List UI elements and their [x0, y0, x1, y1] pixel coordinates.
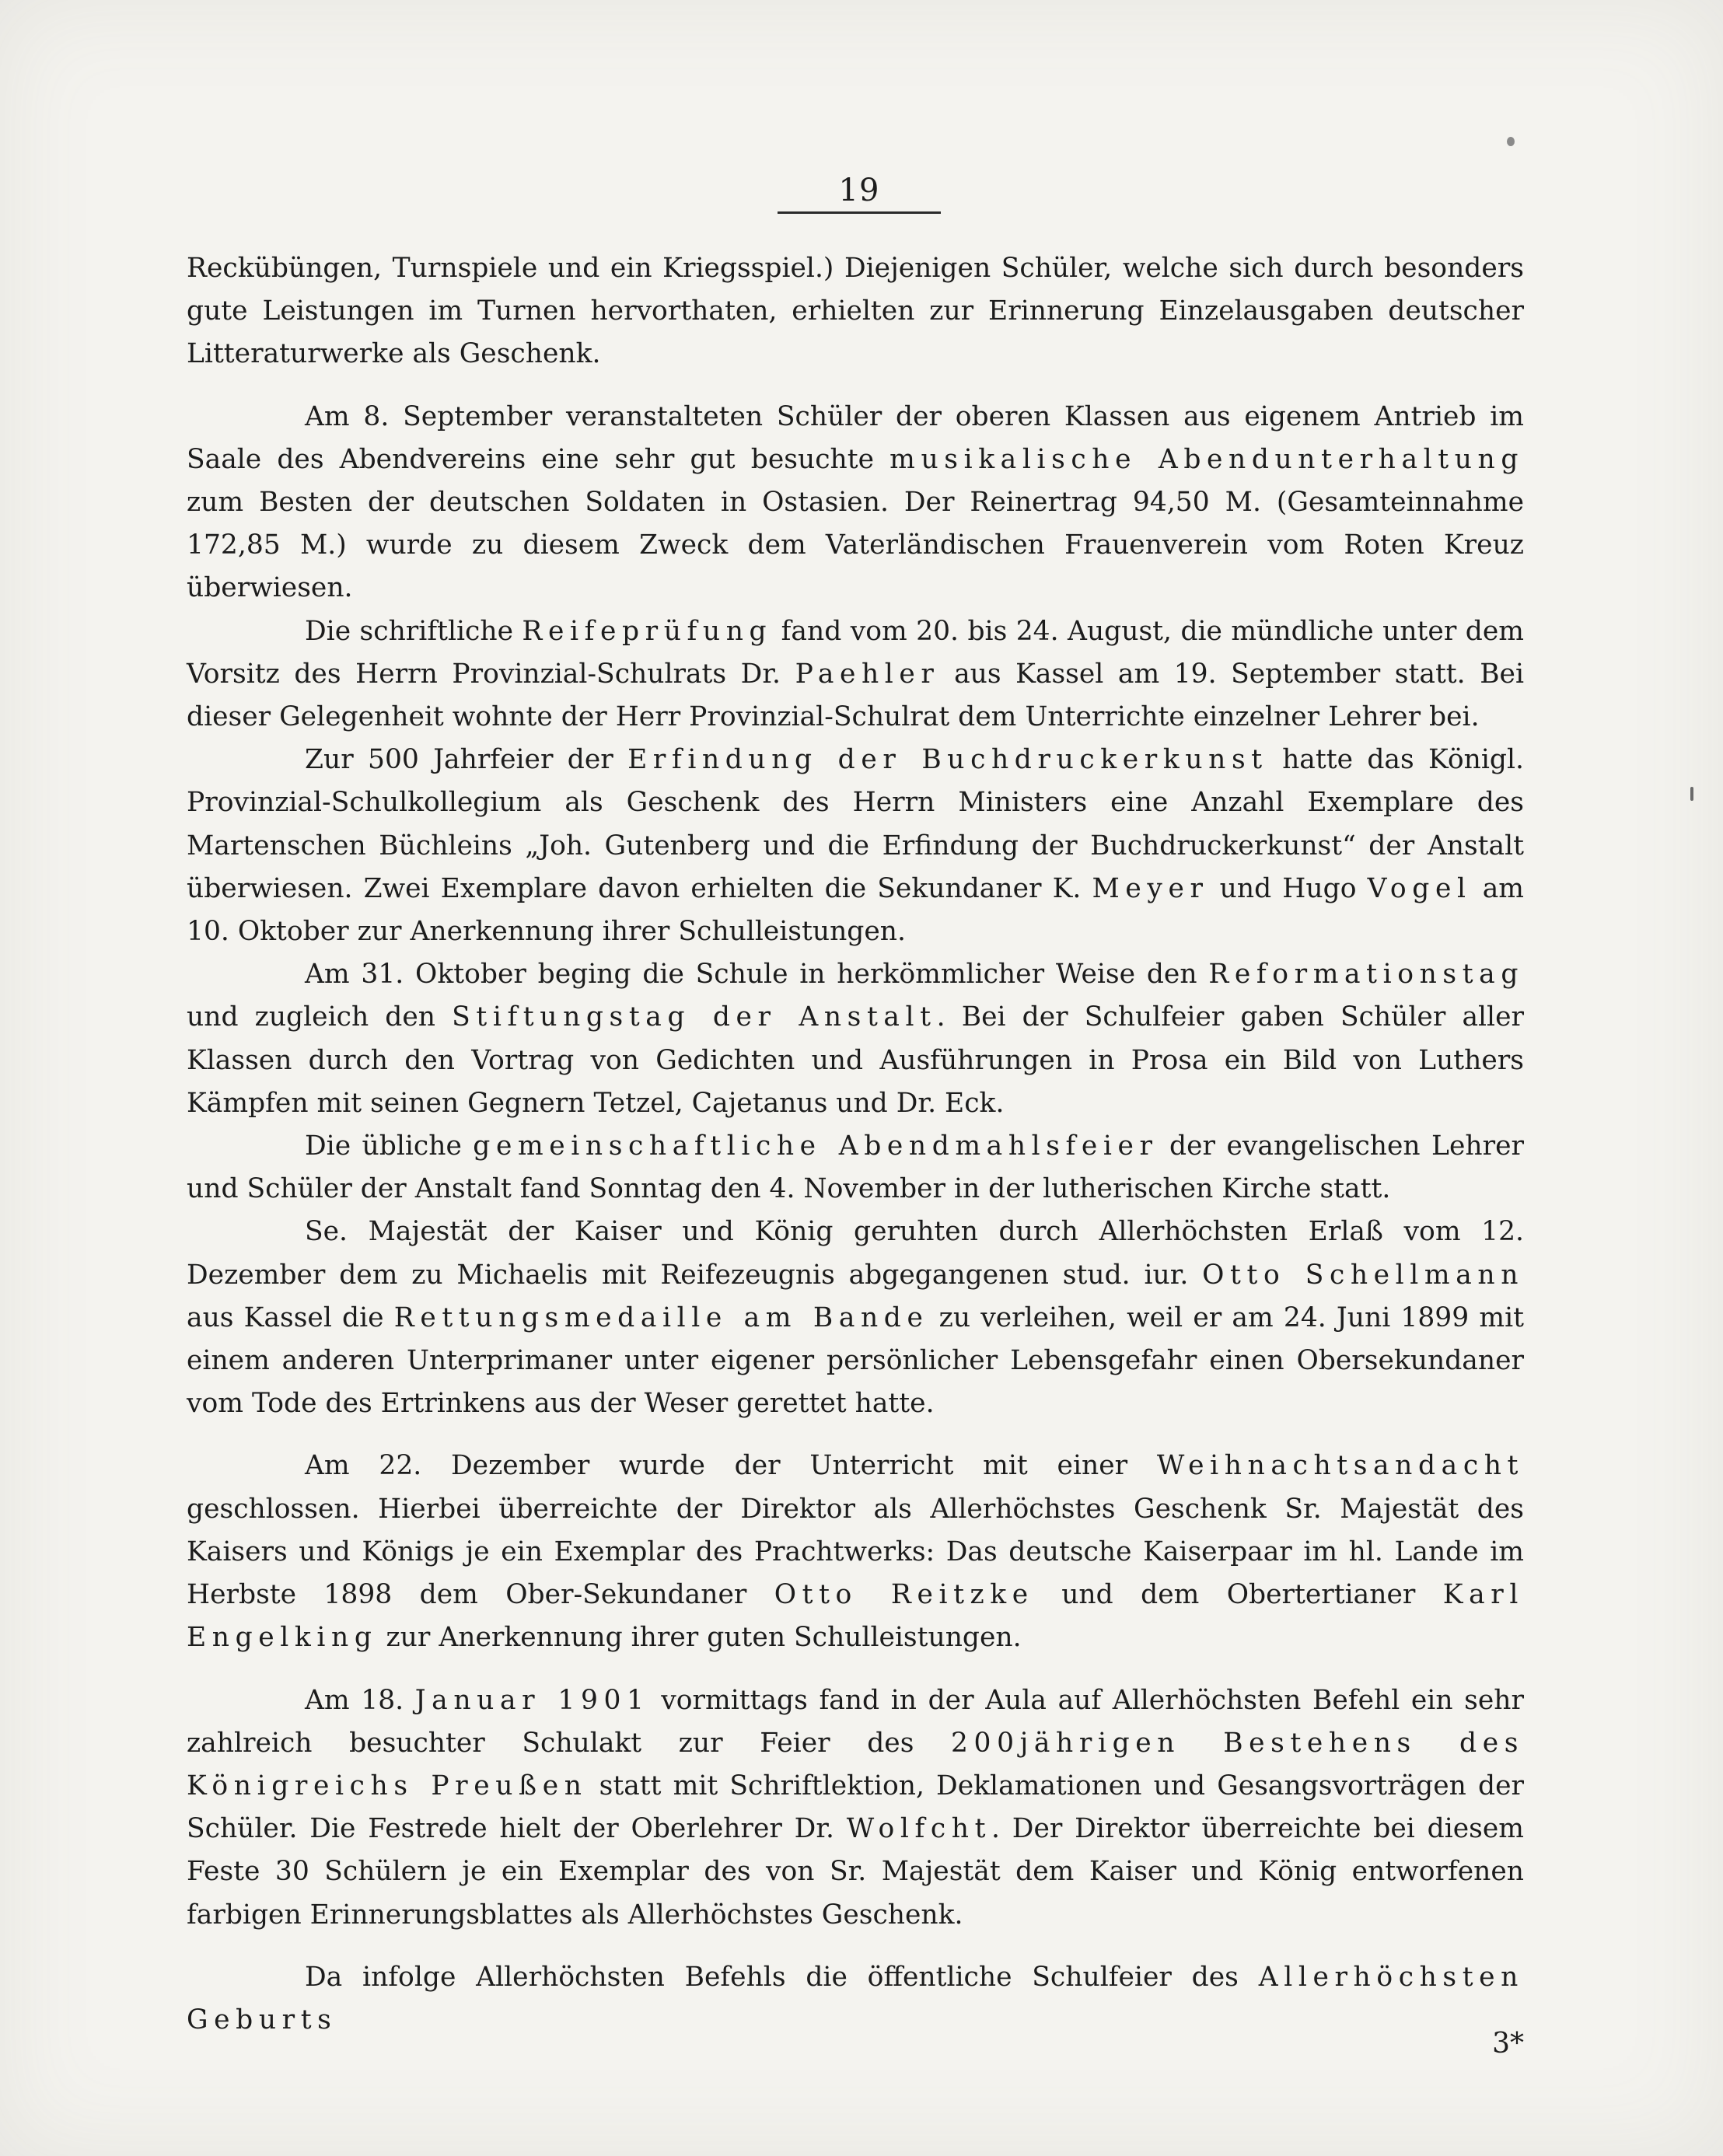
page-number: 19 [838, 173, 880, 208]
body-text [187, 247, 1524, 2042]
paragraph-weihnachtsandacht: Am 22. Dezember wurde der Unterricht mit einer Weihnachtsandacht geschlossen. Hierbei überreichte der Direktor als Allerhöchstes Geschenk Sr. Majestät des Kaisers und Königs je ein Exemplar des Prachtwerks: Das deutsche Kaiserpaar im hl. Lande im Herbste 1898 dem Ober-Sekundaner Otto Reitzke und dem Obertertianer Karl Engelking zur Anerkennung ihrer guten Schulleistungen. [187, 1450, 1524, 1654]
paper-speck [1690, 787, 1693, 801]
paragraph-abendunterhaltung: Am 8. September veranstalteten Schüler der oberen Klassen aus eigenem Antrieb im Saale des Abendvereins eine sehr gut besuchte musikalische Abendunterhaltung zum Besten der deutschen Soldaten in Ostasien. Der Reinertrag 94,50 M. (Gesamteinnahme 172,85 M.) wurde zu diesem Zweck dem Vaterländischen Frauenverein vom Roten Kreuz überwiesen. [187, 400, 1525, 604]
paragraph-abendmahlsfeier: Die übliche gemeinschaftliche Abendmahlsfeier der evangelischen Lehrer und Schüler der Anstalt fand Sonntag den 4. November in der lutherischen Kirche statt. [187, 1130, 1524, 1205]
paragraph-reformationstag: Am 31. Oktober beging die Schule in herkömmlicher Weise den Reformationstag und zugleich den Stiftungstag der Anstalt. Bei der Schulfeier gaben Schüler aller Klassen durch den Vortrag von Gedichten und Ausführungen in Prosa ein Bild von Luthers Kämpfen mit seinen Gegnern Tetzel, Cajetanus und Dr. Eck. [187, 959, 1524, 1119]
paragraph-rettungsmedaille: Se. Majestät der Kaiser und König geruhten durch Allerhöchsten Erlaß vom 12. Dezember dem zu Michaelis mit Reifezeugnis abgegangenen stud. iur. Otto Schellmann aus Kassel die Rettungsmedaille am Bande zu verleihen, weil er am 24. Juni 1899 mit einem anderen Unterprimaner unter eigener persönlicher Lebensgefahr einen Obersekundaner vom Tode des Ertrinkens aus der Weser gerettet hatte. [187, 1216, 1525, 1420]
page-number-rule [778, 211, 941, 214]
paragraph-turnspiele: Reckübüngen, Turnspiele und ein Kriegsspiel.) Diejenigen Schüler, welche sich durch besonders gute Leistungen im Turnen hervorthaten, erhielten zur Erinnerung Einzelausgaben deutscher Litteraturwerke als Geschenk. [187, 253, 1524, 370]
paper-speck [1507, 137, 1515, 146]
paragraph-geburtstag: Da infolge Allerhöchsten Befehls die öffentliche Schulfeier des Allerhöchsten Geburts [187, 1961, 1524, 2035]
paragraph-reifepruefung: Die schriftliche Reifeprüfung fand vom 20. bis 24. August, die mündliche unter dem Vorsitz des Herrn Provinzial-Schulrats Dr. Paehler aus Kassel am 19. September statt. Bei dieser Gelegenheit wohnte der Herr Provinzial-Schulrat dem Unterrichte einzelner Lehrer bei. [187, 615, 1524, 733]
signature-mark: 3* [1492, 2028, 1524, 2060]
paragraph-buchdruckerkunst: Zur 500 Jahrfeier der Erfindung der Buchdruckerkunst hatte das Königl. Provinzial-Schulkollegium als Geschenk des Herrn Ministers eine Anzahl Exemplare des Martenschen Büchleins „Joh. Gutenberg und die Erfindung der Buchdruckerkunst“ der Anstalt überwiesen. Zwei Exemplare davon erhielten die Sekundaner K. Meyer und Hugo Vogel am 10. Oktober zur Anerkennung ihrer Schulleistungen. [187, 744, 1524, 948]
paragraph-koenigreich-preussen: Am 18. Januar 1901 vormittags fand in der Aula auf Allerhöchsten Befehl ein sehr zahlreich besuchter Schulakt zur Feier des 200jährigen Bestehens des Königreichs Preußen statt mit Schriftlektion, Deklamationen und Gesangsvorträgen der Schüler. Die Festrede hielt der Oberlehrer Dr. Wolfcht. Der Direktor überreichte bei diesem Feste 30 Schülern je ein Exemplar des von Sr. Majestät dem Kaiser und König entworfenen farbigen Erinnerungsblattes als Allerhöchstes Geschenk. [187, 1684, 1525, 1931]
